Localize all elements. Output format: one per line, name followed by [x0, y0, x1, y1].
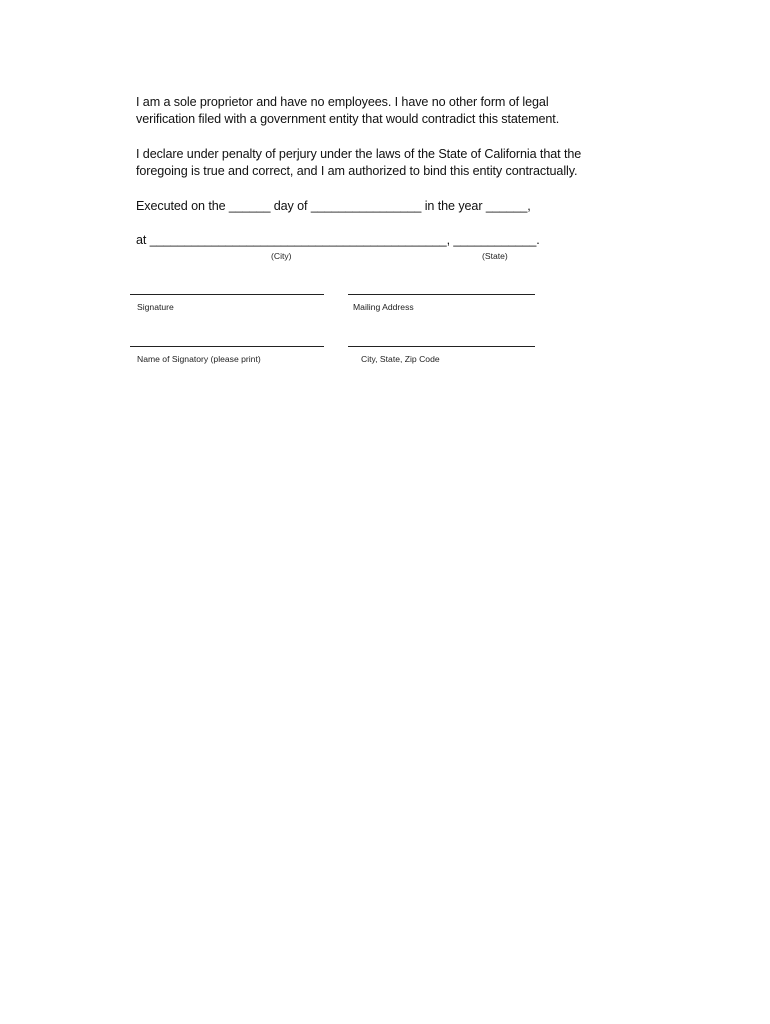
signatory-name-label: Name of Signatory (please print)	[137, 354, 261, 364]
signature-rule	[130, 294, 324, 295]
declaration-line: I declare under penalty of perjury under the laws of the State of California that the	[136, 147, 582, 161]
declaration-line: foregoing is true and correct, and I am authorized to bind this entity contractually.	[136, 164, 578, 178]
mailing-address-rule	[348, 294, 535, 295]
statement-line: verification filed with a government entity that would contradict this statement.	[136, 112, 560, 126]
signatory-name-rule	[130, 346, 324, 347]
execution-location-line: at ___________________________________________, ____________.	[136, 233, 540, 247]
city-state-zip-rule	[348, 346, 535, 347]
mailing-address-label: Mailing Address	[353, 302, 414, 312]
city-label: (City)	[271, 251, 292, 261]
city-state-zip-label: City, State, Zip Code	[361, 354, 440, 364]
executed-date-line: Executed on the ______ day of ________________ in the year ______,	[136, 199, 531, 213]
signature-label: Signature	[137, 302, 174, 312]
state-label: (State)	[482, 251, 508, 261]
sole-proprietor-statement	[136, 94, 616, 128]
statement-line: I am a sole proprietor and have no employees. I have no other form of legal	[136, 95, 549, 109]
perjury-declaration	[136, 146, 616, 180]
